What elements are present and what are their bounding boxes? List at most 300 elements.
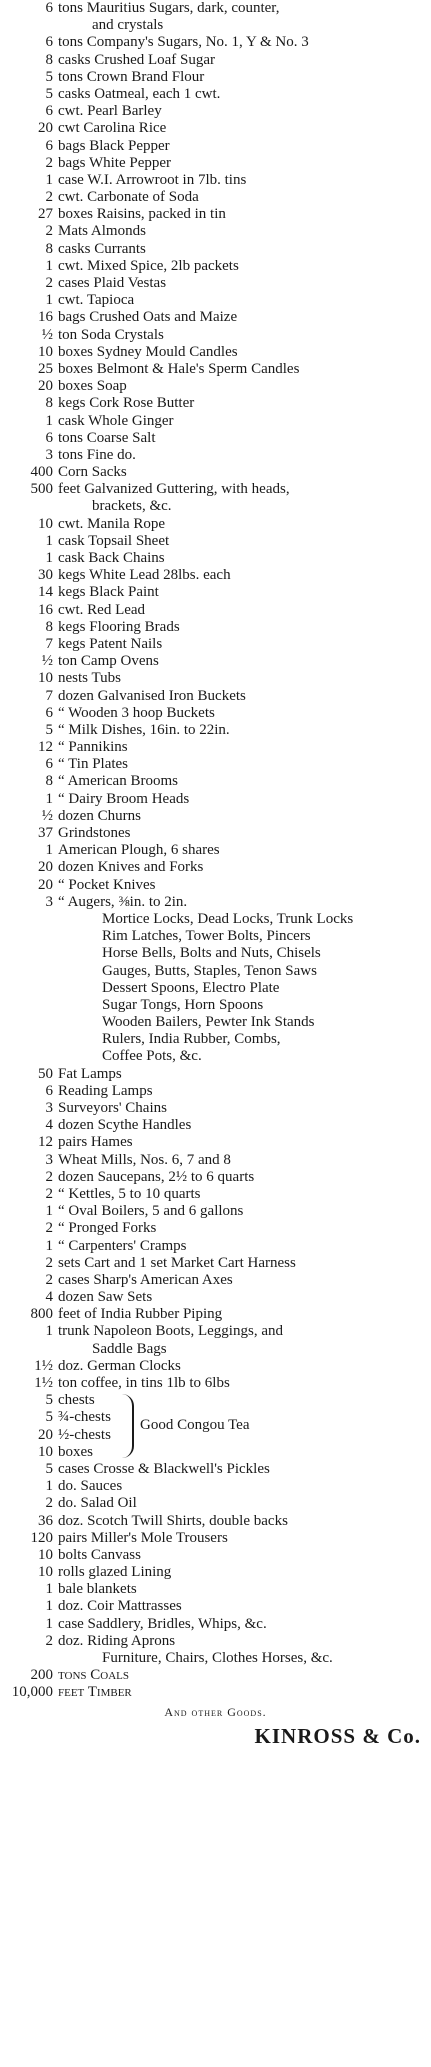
item-description: bolts Canvass <box>58 1546 141 1563</box>
item-quantity: 8 <box>45 773 53 790</box>
item-quantity: 10 <box>38 1546 53 1563</box>
item-quantity: 1 <box>45 412 53 429</box>
item-description: feet Timber <box>58 1684 132 1701</box>
item-quantity: 1 <box>45 1581 53 1598</box>
list-item <box>0 894 431 911</box>
item-description: boxes Belmont & Hale's Sperm Candles <box>58 360 300 377</box>
item-description: case Saddlery, Bridles, Whips, &c. <box>58 1615 267 1632</box>
item-quantity: 2 <box>45 189 53 206</box>
item-quantity: 5 <box>45 1460 53 1477</box>
item-quantity: 120 <box>30 1529 53 1546</box>
item-description: Furniture, Chairs, Clothes Horses, &c. <box>102 1650 333 1666</box>
list-item <box>0 1014 431 1031</box>
item-quantity: 20 <box>38 876 53 893</box>
item-description: casks Oatmeal, each 1 cwt. <box>58 85 221 102</box>
item-description: feet of India Rubber Piping <box>58 1306 223 1323</box>
item-description: brackets, &c. <box>92 498 172 515</box>
list-item <box>0 945 431 962</box>
item-description: tons Coals <box>58 1667 130 1684</box>
list-item <box>0 86 431 103</box>
item-quantity: 1 <box>45 550 53 566</box>
list-item <box>0 842 431 859</box>
item-description: kegs Cork Rose Butter <box>58 395 195 412</box>
list-item <box>0 292 431 309</box>
item-quantity: 1½ <box>34 1375 53 1391</box>
item-quantity: 1 <box>45 1203 53 1220</box>
item-quantity: 27 <box>38 206 53 223</box>
footer-other-goods: And other Goods. <box>164 1704 267 1719</box>
list-item <box>0 155 431 172</box>
list-item <box>0 1117 431 1134</box>
item-quantity: 6 <box>45 429 53 446</box>
item-description: boxes Raisins, packed in tin <box>58 206 226 223</box>
item-quantity: 8 <box>45 395 53 412</box>
item-quantity: 4 <box>45 1117 53 1134</box>
item-quantity: 10,000 <box>11 1684 53 1701</box>
item-description: casks Crushed Loaf Sugar <box>58 51 216 68</box>
item-quantity: 16 <box>38 601 53 618</box>
item-description: “ Pannikins <box>58 739 128 756</box>
item-description: cwt Carolina Rice <box>58 120 167 137</box>
item-description: pairs Miller's Mole Trousers <box>58 1529 228 1546</box>
item-quantity: 16 <box>38 309 53 326</box>
item-description: Sugar Tongs, Horn Spoons <box>102 996 264 1013</box>
list-item <box>0 258 431 275</box>
item-quantity: 10 <box>38 343 53 360</box>
list-item <box>0 1031 431 1048</box>
list-item <box>0 1358 431 1375</box>
item-description: and crystals <box>92 17 164 34</box>
item-description: cases Crosse & Blackwell's Pickles <box>58 1460 270 1477</box>
item-description: cwt. Red Lead <box>58 601 146 618</box>
item-quantity: 37 <box>38 825 53 841</box>
item-description: Grindstones <box>58 825 131 841</box>
item-description: boxes Soap <box>58 378 127 395</box>
item-description: Corn Sacks <box>58 464 127 481</box>
list-item <box>0 877 431 894</box>
item-quantity <box>0 17 58 34</box>
list-item <box>0 327 431 344</box>
list-item <box>0 1547 431 1564</box>
item-quantity: 6 <box>45 34 53 51</box>
item-description: tons Coarse Salt <box>58 429 156 446</box>
item-quantity: 50 <box>38 1065 53 1082</box>
item-quantity: 1 <box>45 1615 53 1632</box>
item-description: dozen Churns <box>58 807 141 824</box>
item-description: dozen Scythe Handles <box>58 1117 192 1134</box>
item-quantity: 2 <box>45 1271 53 1288</box>
list-item <box>0 1667 431 1684</box>
item-quantity <box>0 1048 58 1065</box>
item-description: “ Dairy Broom Heads <box>58 790 190 807</box>
list-item <box>0 722 431 739</box>
list-item <box>0 739 431 756</box>
item-quantity: 2 <box>45 1168 53 1185</box>
list-item <box>0 1650 431 1667</box>
list-item <box>0 1616 431 1633</box>
item-quantity: 1 <box>45 1237 53 1254</box>
item-quantity: 3 <box>45 1100 53 1116</box>
item-quantity <box>0 963 58 980</box>
list-item <box>0 1564 431 1581</box>
merchant-signature: KINROSS & Co. <box>254 1723 421 1748</box>
item-quantity: 7 <box>45 687 53 704</box>
item-quantity: 8 <box>45 51 53 68</box>
item-quantity: 200 <box>30 1667 53 1684</box>
list-item <box>0 997 431 1014</box>
item-quantity: 6 <box>45 0 53 16</box>
item-quantity: 2 <box>45 1254 53 1271</box>
list-item <box>0 1341 431 1358</box>
list-item <box>0 361 431 378</box>
list-item <box>0 1169 431 1186</box>
list-item <box>0 584 431 601</box>
item-quantity <box>0 928 58 945</box>
list-item <box>0 911 431 928</box>
item-quantity: 4 <box>45 1289 53 1306</box>
item-description: cwt. Manila Rope <box>58 515 166 532</box>
list-item <box>0 791 431 808</box>
item-quantity: 30 <box>38 567 53 584</box>
item-quantity: 14 <box>38 584 53 601</box>
item-quantity: 10 <box>38 670 53 687</box>
item-quantity <box>0 980 58 997</box>
list-item <box>0 1495 431 1512</box>
item-description: pairs Hames <box>58 1134 133 1151</box>
item-description: Rim Latches, Tower Bolts, Pincers <box>102 928 311 945</box>
item-description: cask Whole Ginger <box>58 412 174 429</box>
item-quantity: 20 <box>38 120 53 137</box>
list-item <box>0 103 431 120</box>
item-description: kegs Flooring Brads <box>58 618 180 635</box>
item-quantity: 1 <box>45 1323 53 1340</box>
item-description: “ American Brooms <box>58 773 178 790</box>
item-description: ton Camp Ovens <box>58 653 159 670</box>
list-item <box>0 1375 431 1392</box>
item-quantity: 20 <box>38 1426 53 1443</box>
item-quantity: 3 <box>45 446 53 463</box>
list-item <box>0 1255 431 1272</box>
list-item <box>0 963 431 980</box>
item-description: Reading Lamps <box>58 1082 153 1099</box>
item-description: trunk Napoleon Boots, Leggings, and <box>58 1323 283 1340</box>
item-description: case W.I. Arrowroot in 7lb. tins <box>58 171 247 188</box>
item-quantity: 2 <box>45 1632 53 1649</box>
list-item <box>0 1444 431 1461</box>
list-item <box>0 1392 431 1409</box>
item-description: bags White Pepper <box>58 154 172 171</box>
list-item <box>0 773 431 790</box>
list-item <box>0 430 431 447</box>
item-quantity: 1 <box>45 1598 53 1615</box>
list-item <box>0 1478 431 1495</box>
list-item <box>0 1220 431 1237</box>
list-item <box>0 550 431 567</box>
item-description: “ Oval Boilers, 5 and 6 gallons <box>58 1203 244 1220</box>
item-description: tons Mauritius Sugars, dark, counter, <box>58 0 280 16</box>
item-quantity: 6 <box>45 756 53 773</box>
item-quantity: 20 <box>38 859 53 876</box>
list-item <box>0 670 431 687</box>
list-item <box>0 0 431 17</box>
item-description: “ Carpenters' Cramps <box>58 1237 187 1254</box>
item-quantity: 8 <box>45 240 53 257</box>
item-quantity: 20 <box>38 378 53 395</box>
item-description: sets Cart and 1 set Market Cart Harness <box>58 1254 296 1271</box>
item-quantity: 2 <box>45 1495 53 1512</box>
item-description: “ Wooden 3 hoop Buckets <box>58 704 215 721</box>
item-description: doz. Coir Mattrasses <box>58 1598 182 1615</box>
item-description: “ Tin Plates <box>58 756 129 773</box>
item-description: Mortice Locks, Dead Locks, Trunk Locks <box>102 910 354 927</box>
item-quantity <box>0 1650 58 1667</box>
list-item <box>0 1238 431 1255</box>
list-item <box>0 17 431 34</box>
item-quantity: 12 <box>38 739 53 756</box>
tea-group <box>0 1392 431 1461</box>
list-item <box>0 464 431 481</box>
item-quantity <box>0 997 58 1014</box>
item-description: Fat Lamps <box>58 1065 122 1082</box>
item-description: tons Fine do. <box>58 446 136 463</box>
list-item <box>0 1461 431 1478</box>
item-quantity <box>0 1014 58 1031</box>
item-quantity: 1½ <box>34 1357 53 1374</box>
item-description: “ Pronged Forks <box>58 1220 157 1237</box>
list-item <box>0 825 431 842</box>
item-description: Wheat Mills, Nos. 6, 7 and 8 <box>58 1151 231 1168</box>
item-quantity: 6 <box>45 1082 53 1099</box>
item-description: Horse Bells, Bolts and Nuts, Chisels <box>102 945 321 962</box>
item-description: Coffee Pots, &c. <box>102 1048 202 1065</box>
item-description: ton Soda Crystals <box>58 326 164 343</box>
item-description: dozen Saw Sets <box>58 1289 153 1306</box>
list-item <box>0 241 431 258</box>
list-item <box>0 275 431 292</box>
item-quantity: 6 <box>45 103 53 120</box>
list-item <box>0 1134 431 1151</box>
item-quantity <box>0 945 58 962</box>
list-item <box>0 481 431 498</box>
list-item <box>0 172 431 189</box>
list-item <box>0 688 431 705</box>
item-quantity: 6 <box>45 137 53 154</box>
item-description: cwt. Tapioca <box>58 292 135 309</box>
list-item <box>0 309 431 326</box>
list-item <box>0 567 431 584</box>
list-item <box>0 1066 431 1083</box>
list-item <box>0 34 431 51</box>
list-item <box>0 1152 431 1169</box>
list-item <box>0 447 431 464</box>
list-item <box>0 395 431 412</box>
item-description: do. Salad Oil <box>58 1495 137 1512</box>
item-quantity: 2 <box>45 1220 53 1237</box>
item-description: cask Topsail Sheet <box>58 532 170 549</box>
list-item <box>0 120 431 137</box>
item-quantity: 2 <box>45 1185 53 1202</box>
list-item <box>0 1530 431 1547</box>
item-description: ton coffee, in tins 1lb to 6lbs <box>58 1375 230 1391</box>
item-quantity: 3 <box>45 893 53 910</box>
item-quantity: 1 <box>45 790 53 807</box>
item-quantity: 500 <box>30 481 53 498</box>
item-quantity: ½ <box>41 807 53 824</box>
list-item <box>0 636 431 653</box>
item-quantity: 2 <box>45 154 53 171</box>
item-quantity: ½ <box>41 653 53 670</box>
item-description: dozen Saucepans, 2½ to 6 quarts <box>58 1168 255 1185</box>
list-item <box>0 533 431 550</box>
list-item <box>0 1633 431 1650</box>
item-description: Rulers, India Rubber, Combs, <box>102 1031 281 1048</box>
list-item <box>0 1203 431 1220</box>
list-item <box>0 52 431 69</box>
item-description: dozen Knives and Forks <box>58 859 204 876</box>
item-description: cwt. Mixed Spice, 2lb packets <box>58 257 239 274</box>
item-description: Saddle Bags <box>92 1340 167 1357</box>
item-description: “ Kettles, 5 to 10 quarts <box>58 1185 201 1202</box>
item-description: boxes Sydney Mould Candles <box>58 343 238 360</box>
item-description: ¾-chests <box>58 1409 111 1426</box>
list-item <box>0 602 431 619</box>
item-description: kegs White Lead 28lbs. each <box>58 567 231 584</box>
item-description: “ Milk Dishes, 16in. to 22in. <box>58 721 230 738</box>
item-quantity: 10 <box>38 1443 53 1460</box>
goods-list-continued <box>0 1461 431 1702</box>
item-description: boxes <box>58 1443 93 1460</box>
item-quantity <box>0 1341 58 1358</box>
item-description: “ Augers, ⅜in. to 2in. <box>58 893 188 910</box>
item-description: cask Back Chains <box>58 550 165 566</box>
list-item <box>0 69 431 86</box>
item-quantity: 5 <box>45 1392 53 1409</box>
item-description: nests Tubs <box>58 670 121 687</box>
item-description: cwt. Carbonate of Soda <box>58 189 199 206</box>
item-description: tons Crown Brand Flour <box>58 68 205 85</box>
list-item <box>0 516 431 533</box>
list-item <box>0 378 431 395</box>
item-quantity: 8 <box>45 618 53 635</box>
item-description: kegs Black Paint <box>58 584 159 601</box>
item-quantity: ½ <box>41 326 53 343</box>
item-description: rolls glazed Lining <box>58 1564 172 1581</box>
item-quantity: 1 <box>45 257 53 274</box>
item-quantity: 25 <box>38 360 53 377</box>
item-description: kegs Patent Nails <box>58 635 163 652</box>
item-description: bags Black Pepper <box>58 137 170 154</box>
item-description: chests <box>58 1392 95 1409</box>
item-quantity: 1 <box>45 292 53 309</box>
item-quantity: 36 <box>38 1512 53 1529</box>
item-quantity: 5 <box>45 1409 53 1426</box>
item-description: dozen Galvanised Iron Buckets <box>58 687 246 704</box>
list-item <box>0 1581 431 1598</box>
list-item <box>0 756 431 773</box>
item-quantity: 1 <box>45 842 53 859</box>
item-quantity: 800 <box>30 1306 53 1323</box>
item-quantity <box>0 1031 58 1048</box>
list-item <box>0 705 431 722</box>
item-quantity: 2 <box>45 223 53 240</box>
item-description: cases Plaid Vestas <box>58 275 167 291</box>
item-description: casks Currants <box>58 240 146 257</box>
list-item <box>0 1083 431 1100</box>
list-item <box>0 1598 431 1615</box>
item-quantity: 3 <box>45 1151 53 1168</box>
list-item <box>0 189 431 206</box>
list-item <box>0 206 431 223</box>
list-item <box>0 1289 431 1306</box>
item-quantity: 1 <box>45 532 53 549</box>
item-quantity <box>0 498 58 515</box>
item-description: Surveyors' Chains <box>58 1100 167 1116</box>
item-quantity: 10 <box>38 1564 53 1581</box>
list-item <box>0 223 431 240</box>
list-item <box>0 1100 431 1117</box>
list-item <box>0 619 431 636</box>
list-item <box>0 413 431 430</box>
item-quantity: 5 <box>45 68 53 85</box>
item-description: doz. Riding Aprons <box>58 1632 176 1649</box>
list-item <box>0 1048 431 1065</box>
tea-group-label: Good Congou Tea <box>140 1417 250 1434</box>
item-quantity: 400 <box>30 464 53 481</box>
list-item <box>0 808 431 825</box>
list-item <box>0 980 431 997</box>
item-quantity: 1 <box>45 171 53 188</box>
list-item <box>0 498 431 515</box>
item-quantity: 7 <box>45 635 53 652</box>
list-item <box>0 1186 431 1203</box>
list-item <box>0 928 431 945</box>
item-quantity: 5 <box>45 85 53 102</box>
item-description: Wooden Bailers, Pewter Ink Stands <box>102 1014 315 1031</box>
item-quantity: 5 <box>45 721 53 738</box>
list-item <box>0 1272 431 1289</box>
item-description: bags Crushed Oats and Maize <box>58 309 238 326</box>
item-description: doz. German Clocks <box>58 1357 181 1374</box>
list-item <box>0 1306 431 1323</box>
list-item <box>0 344 431 361</box>
item-description: “ Pocket Knives <box>58 876 156 893</box>
list-item <box>0 859 431 876</box>
item-description: Dessert Spoons, Electro Plate <box>102 979 280 996</box>
item-quantity: 2 <box>45 275 53 291</box>
item-quantity: 1 <box>45 1478 53 1495</box>
item-description: do. Sauces <box>58 1478 123 1495</box>
item-description: bale blankets <box>58 1581 137 1598</box>
list-item <box>0 1323 431 1340</box>
item-description: cases Sharp's American Axes <box>58 1271 233 1288</box>
item-quantity: 10 <box>38 515 53 532</box>
brace-icon <box>122 1394 134 1458</box>
item-quantity: 6 <box>45 704 53 721</box>
item-description: tons Company's Sugars, No. 1, Y & No. 3 <box>58 34 309 51</box>
list-item <box>0 1513 431 1530</box>
item-description: cwt. Pearl Barley <box>58 103 162 120</box>
list-item <box>0 1684 431 1701</box>
list-item <box>0 653 431 670</box>
list-item <box>0 138 431 155</box>
item-description: doz. Scotch Twill Shirts, double backs <box>58 1512 288 1529</box>
item-description: American Plough, 6 shares <box>58 842 220 859</box>
item-description: Gauges, Butts, Staples, Tenon Saws <box>102 962 317 979</box>
item-quantity <box>0 911 58 928</box>
item-quantity: 12 <box>38 1134 53 1151</box>
item-description: feet Galvanized Guttering, with heads, <box>58 481 290 498</box>
item-description: Mats Almonds <box>58 223 146 240</box>
